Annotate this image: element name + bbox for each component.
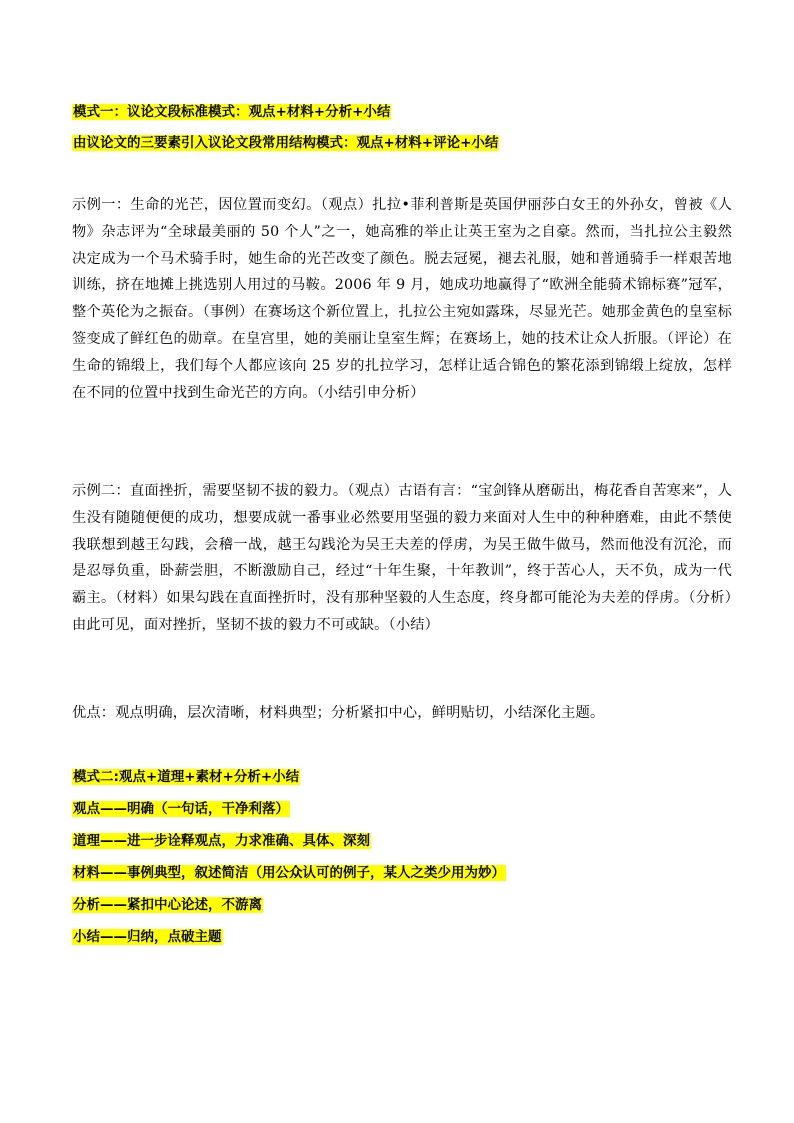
mode2-item-analysis: 分析——紧扣中心论述，不游离 (73, 897, 262, 913)
mode1-subtitle: 由议论文的三要素引入议论文段常用结构模式：观点+材料+评论+小结 (73, 135, 499, 151)
mode2-title: 模式二:观点+道理+素材+分析+小结 (73, 769, 300, 785)
mode1-title: 模式一：议论文段标准模式：观点+材料+分析+小结 (73, 104, 391, 120)
mode2-item-material: 材料——事例典型，叙述简洁（用公众认可的例子，某人之类少用为妙） (73, 865, 505, 881)
example1-paragraph: 示例一：生命的光芒，因位置而变幻。（观点）扎拉•菲利普斯是英国伊丽莎白女王的外孙女，曾被《人物》杂志评为“全球最美丽的 50 个人”之一，她高雅的举止让英王室为之自豪。然而，当扎拉公主毅然决定成为一个马术骑手时，她生命的光芒改变了颜色。脱去冠冕，褪去礼服，她和普通骑手一样艰苦地训练，挤在地摊上挑选别人用过的马鞍。2006 年 9 月，她成功地赢得了“欧洲全能骑术锦标赛”冠军，整个英伦为之振奋。（事例）在赛场这个新位置上，扎拉公主宛如露珠，尽显光芒。她那金黄色的皇室标签变成了鲜红色的勋章。在皇宫里，她的美丽让皇室生辉；在赛场上，她的技术让众人折服。（评论）在生命的锦缎上，我们每个人都应该向 25 岁的扎拉学习，怎样让适合锦色的繁花添到锦缎上绽放，怎样在不同的位置中找到生命光芒的方向。（小结引申分析） (72, 197, 732, 401)
mode2-item-summary: 小结——归纳，点破主题 (73, 929, 222, 945)
example2-paragraph: 示例二：直面挫折，需要坚韧不拔的毅力。（观点）古语有言：“宝剑锋从磨砺出，梅花香自苦寒来”，人生没有随随便便的成功，想要成就一番事业必然要用坚强的毅力来面对人生中的种种磨难，由此不禁使我联想到越王勾践，会稽一战，越王勾践沦为吴王夫差的俘虏，为吴王做牛做马，然而他没有沉沦，而是忍辱负重，卧薪尝胆，不断激励自己，经过“十年生聚，十年教训”，终于苦心人，天不负，成为一代霸主。（材料）如果勾践在直面挫折时，没有那种坚毅的人生态度，终身都可能沦为夫差的俘虏。（分析）由此可见，面对挫折，坚韧不拔的毅力不可或缺。（小结） (72, 483, 732, 633)
merit-paragraph: 优点：观点明确，层次清晰，材料典型；分析紧扣中心，鲜明贴切，小结深化主题。 (72, 705, 605, 721)
mode2-item-reasoning: 道理——进一步诠释观点，力求准确、具体、深刻 (73, 833, 370, 849)
mode2-item-viewpoint: 观点——明确（一句话，干净利落） (73, 801, 289, 817)
